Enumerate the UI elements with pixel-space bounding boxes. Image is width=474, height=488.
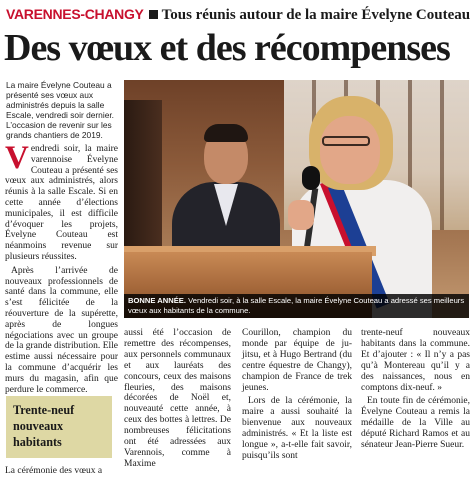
photo [124,80,469,318]
kicker-deck: Tous réunis autour de la maire Évelyne Couteau [161,7,471,23]
column-3-paragraph-1: Courillon, champion du monde par équipe de ju-jitsu, et à Hugo Bertrand (du centre équestre de Changy), champion de France de trek jeunes. [242,328,352,393]
photo-caption [124,294,469,318]
column-4-paragraph-1: trente-neuf nouveaux habitants dans la commune. Et d’ajouter : « Il n’y a pas qu’à Montereau qu’il y a des naissances, nous en comptons dix-neuf. » [361,328,470,393]
subheading-text: La cérémonie des vœux a [5,466,103,476]
photo-hand [288,200,314,230]
kicker-line [6,4,470,24]
subheading-title: Trente-neuf nouveaux habitants [13,403,75,449]
photo-woman-face [320,116,380,184]
drop-cap: V [5,140,29,176]
caption-lead: BONNE ANNÉE. [128,296,186,305]
article-column-2 [124,328,231,486]
headline: Des vœux et des récompenses [4,27,450,69]
paragraph-1 [5,140,118,263]
subheading-box [6,396,112,458]
kicker-place: VARENNES-CHANGY [6,6,144,22]
column-4-paragraph-2: En toute fin de cérémonie, Évelyne Couteau a remis la médaille de la Ville au député Richard Ramos et au sénateur Jean-Pierre Sueur. [361,396,470,451]
article-column-4 [361,328,470,486]
intro-paragraph: La maire Évelyne Couteau a présenté ses vœux aux administrés depuis la salle Escale, vendredi soir dernier. L’occasion de revenir sur les grands chantiers de 2019. [6,80,114,140]
photo-glasses [322,136,370,146]
article-column-3 [242,328,352,486]
article-column-left [5,140,118,395]
column-3-paragraph-2: Lors de la cérémonie, la maire a aussi souhaité la bienvenue aux nouveaux administrés. « Et la liste est longue », a-t-elle fait savoir, puisqu’ils sont [242,396,352,461]
paragraph-2: Après l’arrivée de nouveaux professionnels de santé dans la commune, elle s’est félicitée de la réouverture de la supérette, après de longues négociations avec un groupe de la grande distribution. Elle estime aussi nécessaire pour la commune d’acquérir les murs du magasin, afin que perdure le commerce. [5,265,118,395]
photo-man-hair [204,124,248,142]
square-bullet-icon [149,10,158,19]
column-2-paragraph: aussi été l’occasion de remettre des récompenses, aux personnels communaux et aux lauréats des concours, ceux des maisons fleuries, des maisons décorées de Noël et, nouveauté cette année, à ceux des bottes à lettres. De nombreuses félicitations ont été adressées aux Varennois, comme à Maxime [124,328,231,469]
microphone-icon [302,166,320,190]
paragraph-1-text: endredi soir, la maire varennoise Évelyne Couteau a présenté ses vœux aux administrés, alors réunis à la salle Escale. Si en cette année d’élections municipales, il est difficile d’évoquer les projets, Évelyne Couteau est néanmoins revenue sur plusieurs réussites. [5,144,118,262]
caption-text: Vendredi soir, à la salle Escale, la maire Évelyne Couteau a adressé ses meilleurs vœux aux habitants de la commune. [128,296,465,315]
